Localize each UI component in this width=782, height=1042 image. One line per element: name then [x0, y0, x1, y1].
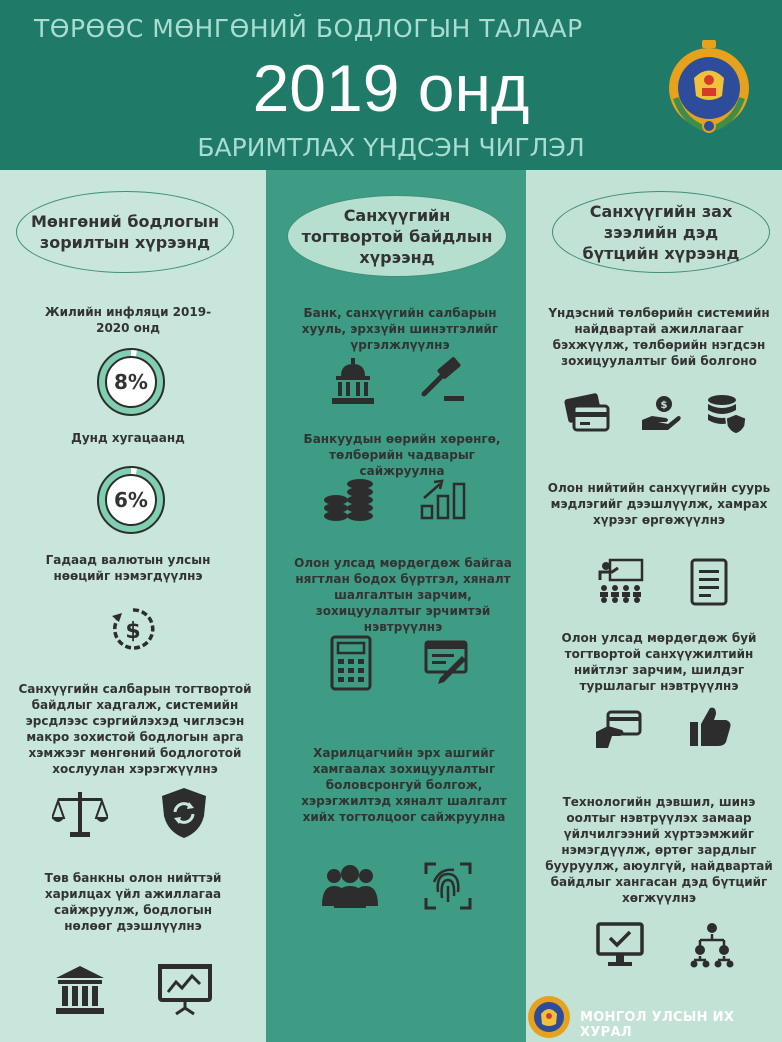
presentation-chart-icon	[158, 962, 212, 1016]
fingerprint-scan-icon	[424, 862, 472, 910]
col2-heading: Санхүүгийн тогтвортой байдлын хүрээнд	[287, 195, 507, 277]
database-shield-icon	[706, 394, 748, 434]
medium-term-label: Дунд хугацаанд	[71, 431, 185, 445]
calculator-icon	[330, 635, 372, 691]
hierarchy-icon	[690, 922, 734, 968]
thumbs-up-icon	[688, 704, 732, 748]
document-pen-icon	[424, 640, 472, 686]
standards-text: Олон улсад мөрдөгдөж буй тогтвортой санхүүжилтийн нийтлэг зарчим, шилдэг туршлагыг нэвтрүүлнэ	[561, 631, 757, 693]
scales-icon	[52, 788, 108, 840]
header	[0, 0, 782, 170]
svg-text:$: $	[125, 619, 141, 644]
column-market-infrastructure	[526, 170, 782, 1042]
coin-stacks-icon	[322, 474, 376, 524]
bank-building-icon	[54, 964, 106, 1016]
tech-text: Технологийн дэвшил, шинэ оолтыг нэвтрүүлэх замаар үйлчилгээний хүртээмжийг нэмэгдүүлж, өртөг зардлыг бууруулж, аюулгүй, найдвартай байдлыг хангасан дэд бүтцийг хөгжүүлнэ	[545, 795, 773, 905]
credit-card-icon	[564, 392, 610, 434]
shield-refresh-icon	[160, 786, 208, 840]
coin-hand-icon	[640, 394, 682, 432]
public-text: Төв банкны олон нийттэй харилцах үйл ажиллагаа сайжруулж, бодлогын нөлөөг дээшлүүлнэ	[44, 871, 222, 933]
header-top-title: ТӨРӨӨС МӨНГӨНИЙ БОДЛОГЫН ТАЛААР	[34, 14, 583, 43]
svg-text:$: $	[660, 400, 668, 411]
parliament-emblem-icon	[526, 994, 572, 1040]
state-emblem-icon	[664, 38, 754, 138]
dollar-cycle-icon	[108, 604, 158, 654]
capitol-icon	[330, 356, 376, 406]
gavel-icon	[418, 356, 468, 404]
footer-text: МОНГОЛ УЛСЫН ИХ ХУРАЛ	[580, 1010, 735, 1040]
accounting-text: Олон улсад мөрдөгдөж байгаа нягтлан бодох бүртгэл, хяналт шалгалтын зарчим, зохицуулалтыг эрчимтэй нэвтрүүлнэ	[294, 556, 512, 634]
document-list-icon	[690, 558, 728, 606]
col3-heading: Санхүүгийн зах зээлийн дэд бүтцийн хүрээнд	[552, 191, 770, 273]
inflation-label: Жилийн инфляци 2019-2020 онд	[44, 305, 212, 335]
consumer-text: Харилцагчийн эрх ашгийг хамгаалах зохицуулалтыг боловсронгуй болгож, хэрэгжилтэд хяналт шалгалт хийх тогтолцоог сайжруулна	[301, 746, 507, 824]
growth-bars-icon	[420, 476, 466, 520]
people-group-icon	[320, 862, 380, 910]
capital-text: Банкуудын өөрийн хөрөнгө, төлбөрийн чадварыг сайжруулна	[303, 432, 501, 478]
literacy-text: Олон нийтийн санхүүгийн суурь мэдлэгийг дээшлүүлж, хамрах хүрээг өргөжүүлнэ	[547, 481, 771, 527]
col1-heading: Мөнгөний бодлогын зорилтын хүрээнд	[16, 191, 234, 273]
header-subtitle: БАРИМТЛАХ ҮНДСЭН ЧИГЛЭЛ	[197, 133, 585, 162]
monitor-check-icon	[596, 922, 644, 968]
reserves-text: Гадаад валютын улсын нөөцийг нэмэгдүүлнэ	[45, 553, 211, 583]
macro-text: Санхүүгийн салбарын тогтвортой байдлыг хадгалж, системийн эрсдлээс сэргийлэхэд чиглэсэн макро зохистой бодлогын арга хэмжээг мөнгөний бодлоготой хослуулан хэрэгжүүлнэ	[18, 682, 252, 776]
medium-term-value: 6%	[114, 488, 148, 512]
inflation-value: 8%	[114, 370, 148, 394]
header-year-title: 2019 онд	[252, 51, 530, 125]
classroom-icon	[598, 558, 644, 606]
card-hand-icon	[594, 708, 644, 750]
payment-text: Үндэсний төлбөрийн системийн найдвартай ажиллагааг бэхжүүлж, төлбөрийн нэгдсэн зохицуулалтыг бий болгоно	[548, 306, 770, 368]
legal-text: Банк, санхүүгийн салбарын хууль, эрхзүйн шинэтгэлийг үргэлжлүүлнэ	[301, 306, 499, 352]
